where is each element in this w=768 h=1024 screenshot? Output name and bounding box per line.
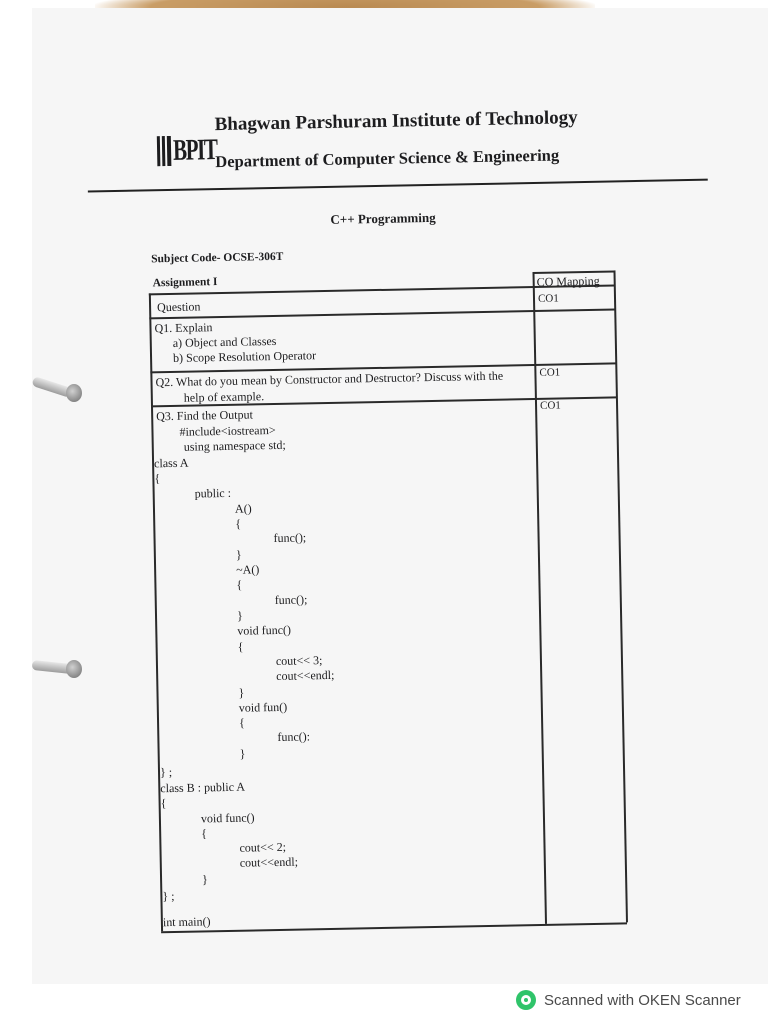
logo-bars-icon [157,136,172,166]
code-line: class A [153,455,189,471]
code-line: func(); [274,592,308,608]
code-line: class B : public A [160,779,246,796]
co-mapping-q1: CO1 [537,292,559,305]
subject-code: Subject Code- OCSE-306T [151,250,284,266]
scanner-watermark [516,989,741,1011]
co-mapping-q2: CO1 [539,366,561,379]
q2-text-line2: help of example. [183,389,265,405]
code-line: A() [234,501,252,516]
code-line: } [235,547,242,562]
code-line: } [239,746,246,761]
logo-text: BPIT [172,133,217,167]
q1-option-b: b) Scope Resolution Operator [172,348,317,365]
code-line: public : [194,485,232,501]
scanned-page [32,8,768,984]
q1-title: Q1. Explain [154,320,213,336]
header-divider [88,179,708,193]
co-mapping-q3: CO1 [539,399,561,412]
code-line: { [235,516,242,531]
code-line: { [238,715,245,730]
code-line: #include<iostream> [179,422,276,439]
code-line: int main() [162,914,211,930]
code-line: { [160,796,167,811]
q3-title: Q3. Find the Output [156,407,253,424]
code-line: void func() [237,622,292,638]
code-line: void fun() [238,699,288,715]
scanner-text: Scanned with OKEN Scanner [544,991,741,1009]
course-title: C++ Programming [330,209,436,227]
code-line: func(): [277,729,311,745]
code-line: cout<< 3; [275,653,323,669]
code-line: { [237,639,244,654]
code-line: { [201,826,208,841]
code-line: } ; [162,889,175,904]
code-line: func(); [273,530,307,546]
department-name: Department of Computer Science & Engineering [215,145,560,172]
code-line: } [236,608,243,623]
assignment-table [148,266,627,931]
co-mapping-header: CO Mapping [536,273,600,289]
code-line: { [154,471,161,486]
question-header: Question [156,299,201,315]
code-line: void func() [200,810,255,826]
code-line: using namespace std; [183,437,286,454]
code-line: } [238,685,245,700]
code-line: cout<<endl; [239,854,299,870]
code-line: } ; [159,765,173,780]
institute-name: Bhagwan Parshuram Institute of Technology [214,107,578,136]
q2-text-line1: Q2. What do you mean by Constructor and Destructor? Discuss with the [155,368,504,390]
code-line: { [236,577,243,592]
code-line: ~A() [236,562,260,577]
code-line: cout<< 2; [239,839,287,855]
q1-option-a: a) Object and Classes [172,333,277,350]
oken-scanner-icon [516,990,536,1010]
code-line: } [201,872,208,887]
code-line: cout<<endl; [276,667,335,684]
assignment-title: Assignment I [152,276,218,290]
document-content [22,2,768,992]
